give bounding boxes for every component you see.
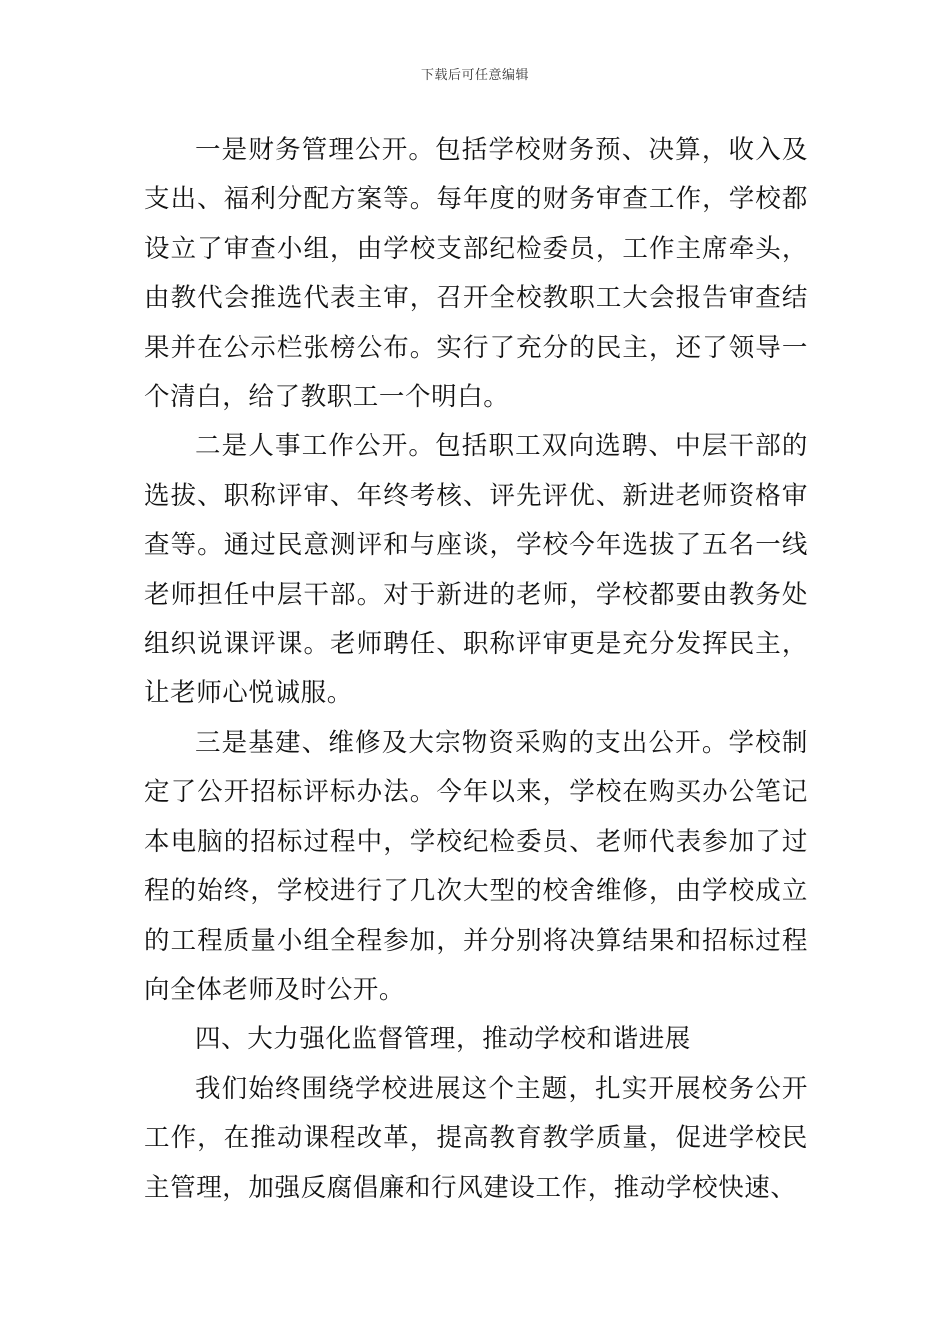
- paragraph-school-development: 我们始终围绕学校进展这个主题，扎实开展校务公开工作，在推动课程改革，提高教育教学质量，促进学校民主管理，加强反腐倡廉和行风建设工作，推动学校快速、: [144, 1073, 808, 1203]
- section-heading-supervision: 四、大力强化监督管理，推动学校和谐进展: [195, 1024, 691, 1055]
- paragraph-finance-disclosure: 一是财务管理公开。包括学校财务预、决算，收入及支出、福利分配方案等。每年度的财务审查工作，学校都设立了审查小组，由学校支部纪检委员，工作主席牵头，由教代会推选代表主审，召开全校教职工大会报告审查结果并在公示栏张榜公布。实行了充分的民主，还了领导一个清白，给了教职工一个明白。: [144, 135, 808, 413]
- page-header: 下载后可任意编辑: [420, 68, 529, 83]
- paragraph-personnel-disclosure: 二是人事工作公开。包括职工双向选聘、中层干部的选拔、职称评审、年终考核、评先评优、新进老师资格审查等。通过民意测评和与座谈，学校今年选拔了五名一线老师担任中层干部。对于新进的老师，学校都要由教务处组织说课评课。老师聘任、职称评审更是充分发挥民主，让老师心悦诚服。: [144, 431, 808, 709]
- paragraph-construction-disclosure: 三是基建、维修及大宗物资采购的支出公开。学校制定了公开招标评标办法。今年以来，学校在购买办公笔记本电脑的招标过程中，学校纪检委员、老师代表参加了过程的始终，学校进行了几次大型的校舍维修，由学校成立的工程质量小组全程参加，并分别将决算结果和招标过程向全体老师及时公开。: [144, 727, 808, 1005]
- document-body: [144, 126, 808, 1213]
